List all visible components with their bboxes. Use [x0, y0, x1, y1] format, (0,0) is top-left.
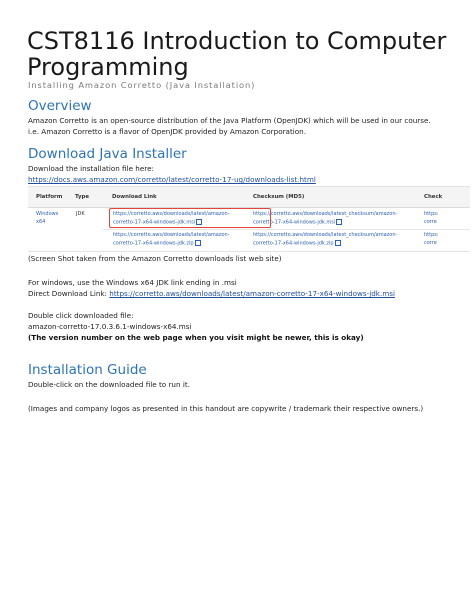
download-heading: Download Java Installer	[28, 146, 187, 162]
installer-filename: amazon-corretto-17.0.3.6.1-windows-x64.msi	[28, 322, 192, 331]
direct-download-label: Direct Download Link:	[28, 289, 107, 298]
external-link-icon	[195, 240, 201, 246]
double-click-note: Double click downloaded file:	[28, 311, 134, 320]
zip-check-link[interactable]: https: corre	[424, 232, 439, 246]
download-intro: Download the installation file here:	[28, 164, 154, 173]
msi-check-link[interactable]: https: corre	[424, 211, 439, 225]
zip-download-link[interactable]: https://corretto.aws/downloads/latest/amazon- corretto-17-x64-windows-jdk.zip	[113, 232, 230, 246]
th-platform: Platform	[36, 194, 63, 200]
document-subtitle: Installing Amazon Corretto (Java Installation)	[28, 80, 256, 90]
installation-line: Double-click on the downloaded file to run it.	[28, 380, 190, 389]
overview-line-2: i.e. Amazon Corretto is a flavor of OpenJDK provided by Amazon Corporation.	[28, 127, 307, 136]
th-check: Check	[424, 194, 443, 200]
installation-heading: Installation Guide	[28, 362, 147, 378]
th-checksum: Checksum (MD5)	[253, 194, 305, 200]
external-link-icon	[336, 219, 342, 225]
cell-type: JDK	[76, 211, 85, 217]
title-line-1: CST8116 Introduction to Computer	[27, 27, 447, 55]
th-download-link: Download Link	[112, 194, 157, 200]
table-header-row	[28, 187, 470, 208]
overview-line-1: Amazon Corretto is an open-source distribution of the Java Platform (OpenJDK) which will be used in our course.	[28, 116, 431, 125]
cell-platform: Windows x64	[36, 211, 59, 225]
direct-download-line	[28, 289, 395, 299]
downloads-table-screenshot	[28, 186, 470, 252]
th-type: Type	[75, 194, 90, 200]
version-note: (The version number on the web page when you visit might be newer, this is okay)	[28, 333, 364, 342]
windows-note: For windows, use the Windows x64 JDK link ending in .msi	[28, 278, 237, 287]
screenshot-caption: (Screen Shot taken from the Amazon Corretto downloads list web site)	[28, 254, 282, 263]
msi-link-highlight-box	[109, 208, 271, 228]
zip-checksum-link[interactable]: https://corretto.aws/downloads/latest_checksum/amazon- corretto-17-x64-windows-jdk.zip	[253, 232, 398, 246]
title-line-2: Programming	[27, 53, 189, 81]
trademark-note: (Images and company logos as presented in this handout are copywrite / trademark their respective owners.)	[28, 404, 424, 413]
document-title	[27, 28, 467, 80]
msi-download-link[interactable]: https://corretto.aws/downloads/latest/amazon- corretto-17-x64-windows-jdk.msi	[113, 211, 230, 225]
overview-heading: Overview	[28, 98, 92, 114]
external-link-icon	[335, 240, 341, 246]
msi-checksum-link[interactable]: https://corretto.aws/downloads/latest_checksum/amazon- corretto-17-x64-windows-jdk.msi	[253, 211, 398, 225]
downloads-list-link[interactable]: https://docs.aws.amazon.com/corretto/latest/corretto-17-ug/downloads-list.html	[28, 175, 316, 184]
row-divider	[103, 229, 470, 230]
direct-download-link[interactable]: https://corretto.aws/downloads/latest/amazon-corretto-17-x64-windows-jdk.msi	[109, 289, 395, 298]
